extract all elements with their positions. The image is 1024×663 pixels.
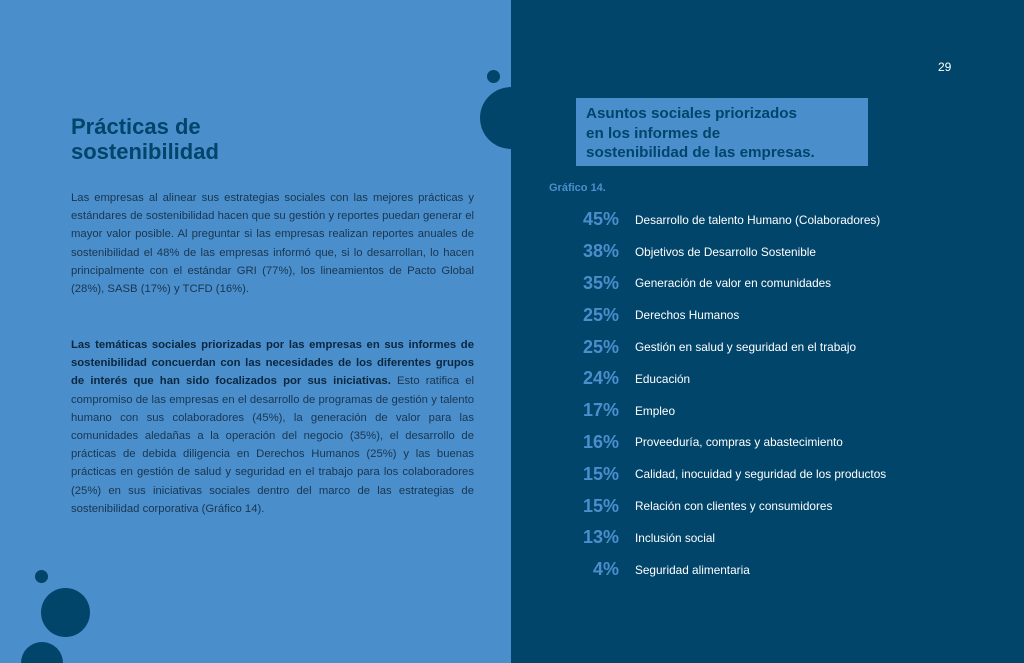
percentage-value: 17% [582,400,619,421]
percentage-value: 16% [582,431,619,452]
item-label: Calidad, inocuidad y seguridad de los productos [635,467,887,482]
list-item [540,299,1010,331]
item-label: Empleo [635,403,675,418]
chart-caption: Gráfico 14. [549,182,606,194]
list-item [540,204,1010,236]
percentage-value: 45% [582,209,619,230]
item-label: Gestión en salud y seguridad en el trabajo [635,340,857,355]
list-item [540,268,1010,300]
left-panel [0,0,511,663]
decor-circle-large [480,87,542,149]
decor-circle-medium [41,588,90,637]
decor-circle-small [35,570,48,583]
percentage-value: 24% [582,368,619,389]
list-item [540,363,1010,395]
list-item [540,458,1010,490]
list-item [540,522,1010,554]
percentage-value: 35% [582,272,619,293]
list-item [540,331,1010,363]
decor-circle-tiny [487,70,500,83]
body-paragraph-bold: Las temáticas sociales priorizadas por las empresas en sus informes de sostenibilidad concuerdan con las necesidades de los diferentes grupos de interés que han sido focalizados por sus iniciativas. [71,339,474,388]
item-label: Desarrollo de talento Humano (Colaboradores) [635,212,881,227]
chart-title: Asuntos sociales priorizados en los informes de sostenibilidad de las empresas. [586,105,815,161]
chart-title-box [576,98,868,166]
item-label: Seguridad alimentaria [635,562,750,577]
page-number: 29 [938,60,952,74]
list-item [540,554,1010,586]
percentage-value: 25% [582,336,619,357]
list-item [540,395,1010,427]
intro-paragraph: Las empresas al alinear sus estrategias sociales con las mejores prácticas y estándares de sostenibilidad hacen que su gestión y reportes puedan generar el mayor valor posible. Al preguntar si las empresas realizan reportes anuales de sostenibilidad el 48% de las empresas informó que, si lo desarrollan, lo hacen principalmente con el estándar GRI (77%), los lineamientos de Pacto Global (28%), SASB (17%) y TCFD (16%). [71,192,474,296]
item-label: Objetivos de Desarrollo Sostenible [635,244,816,259]
list-item [540,490,1010,522]
percentage-value: 4% [592,559,619,580]
body-paragraph [71,336,474,518]
item-label: Inclusión social [635,530,715,545]
percentage-value: 15% [582,463,619,484]
percentage-value: 38% [582,241,619,262]
item-label: Proveeduría, compras y abastecimiento [635,435,843,450]
item-label: Educación [635,371,691,386]
item-label: Derechos Humanos [635,308,740,323]
percentage-value: 25% [582,304,619,325]
list-item [540,427,1010,459]
list-item [540,236,1010,268]
percentage-value: 13% [582,527,619,548]
percentage-value: 15% [582,495,619,516]
body-paragraph-text: Esto ratifica el compromiso de las empresas en el desarrollo de programas de gestión y talento humano con sus colaboradores (45%), la generación de valor para las comunidades aledañas a la operación del negocio (35%), el desarrollo de prácticas de debida diligencia en Derechos Humanos (25%) y las buenas prácticas en gestión de salud y seguridad en el trabajo para los colaboradores (25%) en sus iniciativas sociales dentro del marco de las estrategias de sostenibilidad corporativa (Gráfico 14). [71,375,474,515]
item-label: Relación con clientes y consumidores [635,499,833,514]
page-title: Prácticas de sostenibilidad [71,114,219,164]
decor-circle-bottom [21,642,63,663]
priorities-list [540,204,1010,586]
item-label: Generación de valor en comunidades [635,276,832,291]
